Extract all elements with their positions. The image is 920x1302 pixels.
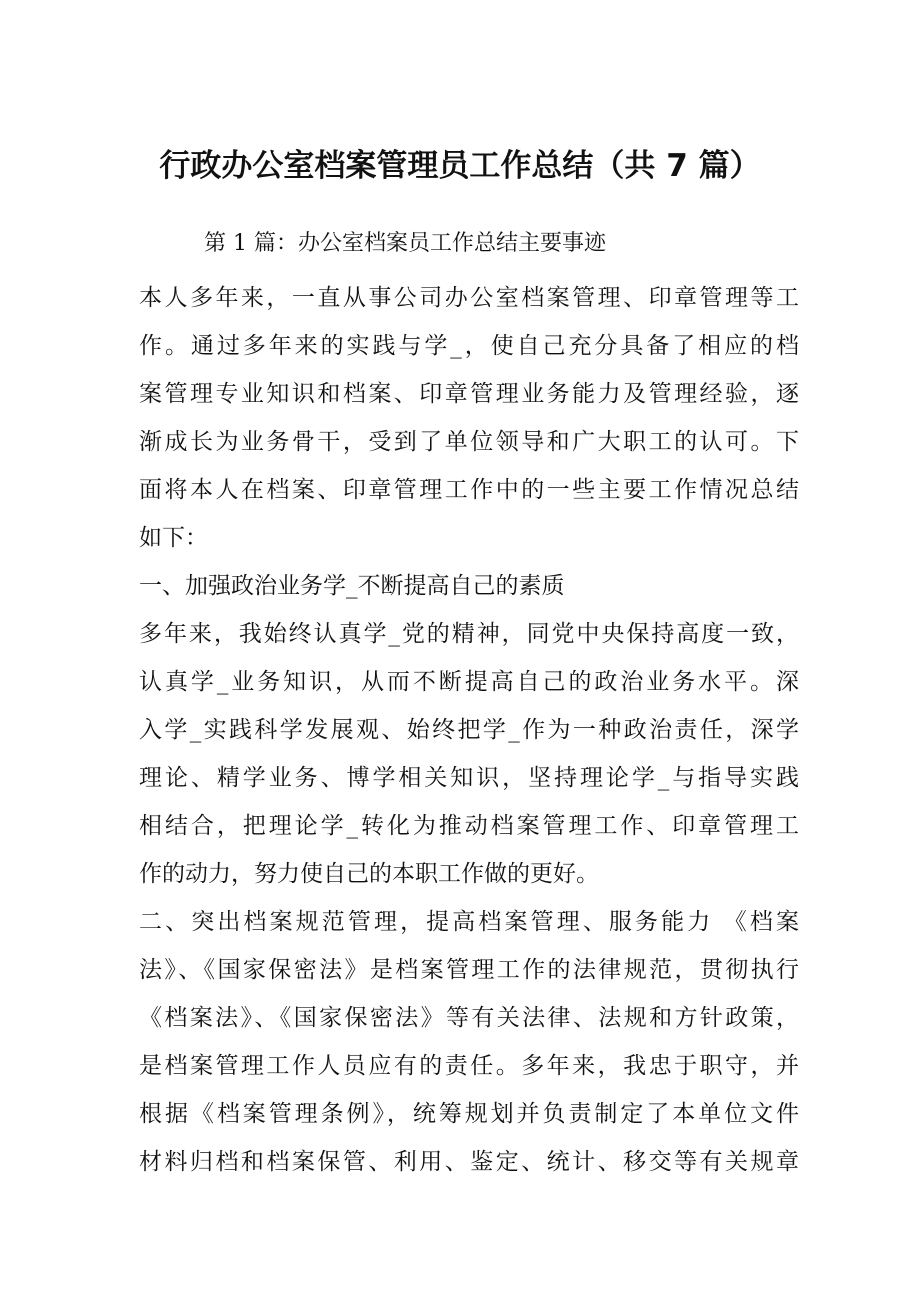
- paragraph-heading: 二、突出档案规范管理，提高档案管理、服务能力 《档案: [139, 909, 799, 935]
- text-line: 《档案法》、《国家保密法》等有关法律、法规和方针政策，: [139, 1005, 799, 1031]
- text-line: 如下：: [139, 525, 208, 551]
- text-line: 相结合，把理论学_转化为推动档案管理工作、印章管理工: [139, 813, 799, 839]
- text-line: 作的动力，努力使自己的本职工作做的更好。: [139, 861, 599, 887]
- text-line: 入学_实践科学发展观、始终把学_作为一种政治责任，深学: [139, 717, 799, 743]
- text-line: 材料归档和档案保管、利用、鉴定、统计、移交等有关规章: [139, 1149, 799, 1175]
- text-line: 本人多年来，一直从事公司办公室档案管理、印章管理等工: [139, 285, 799, 311]
- document-title: 行政办公室档案管理员工作总结（共 7 篇）: [159, 148, 761, 184]
- section-heading: 第 1 篇：办公室档案员工作总结主要事迹: [204, 231, 606, 256]
- paragraph-heading: 一、加强政治业务学_不断提高自己的素质: [139, 573, 565, 599]
- text-line: 多年来，我始终认真学_党的精神，同党中央保持高度一致，: [139, 621, 799, 647]
- text-line: 法》、《国家保密法》是档案管理工作的法律规范，贯彻执行: [139, 957, 799, 983]
- text-line: 认真学_业务知识，从而不断提高自己的政治业务水平。深: [139, 669, 799, 695]
- text-line: 作。通过多年来的实践与学_，使自己充分具备了相应的档: [139, 333, 799, 359]
- text-line: 案管理专业知识和档案、印章管理业务能力及管理经验，逐: [139, 381, 799, 407]
- text-line: 面将本人在档案、印章管理工作中的一些主要工作情况总结: [139, 477, 799, 503]
- document-body: [139, 274, 799, 1186]
- text-line: 渐成长为业务骨干，受到了单位领导和广大职工的认可。下: [139, 429, 799, 455]
- text-line: 理论、精学业务、博学相关知识，坚持理论学_与指导实践: [139, 765, 799, 791]
- text-line: 根据《档案管理条例》，统筹规划并负责制定了本单位文件: [139, 1101, 799, 1127]
- text-line: 是档案管理工作人员应有的责任。多年来，我忠于职守，并: [139, 1053, 799, 1079]
